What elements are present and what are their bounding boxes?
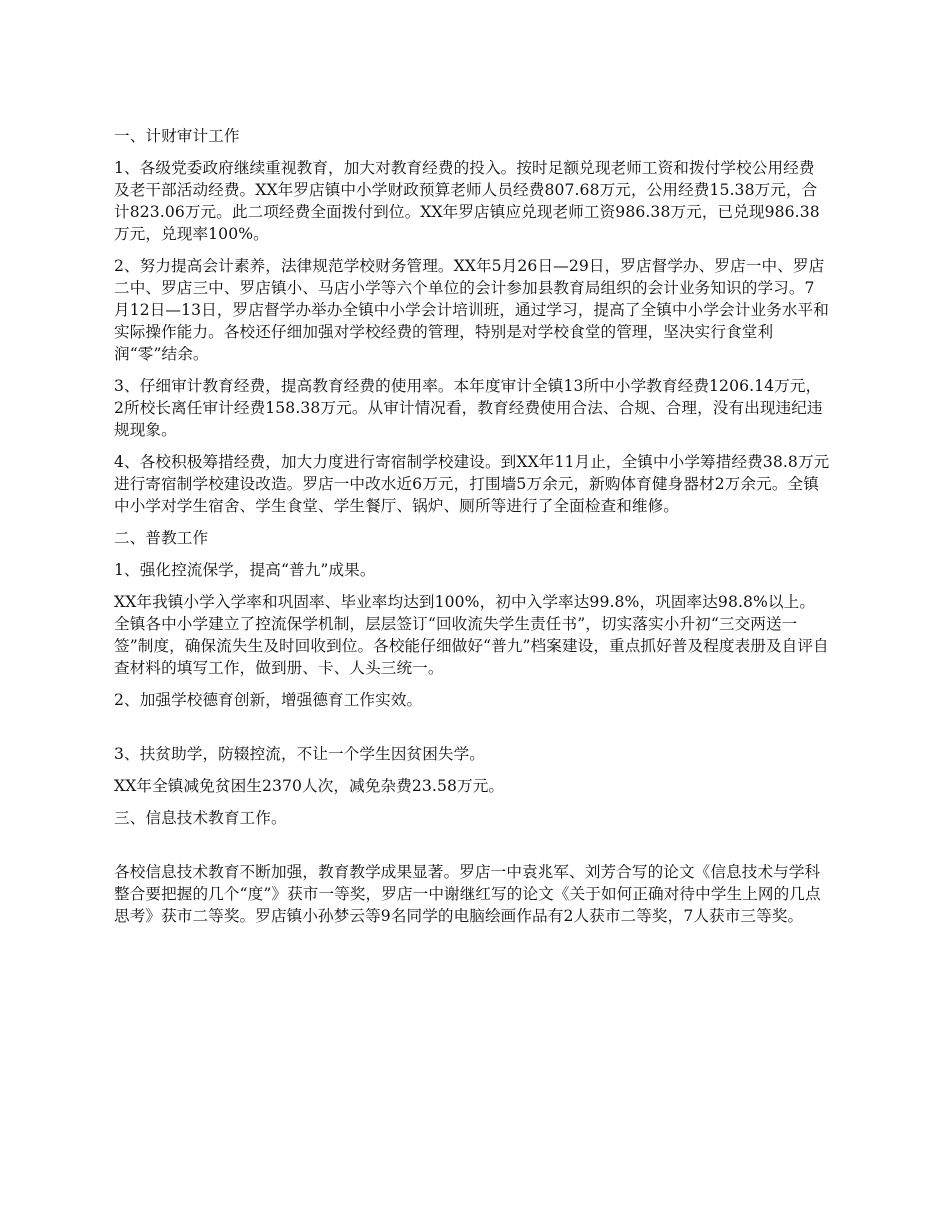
section-heading-finance-audit: 一、计财审计工作: [114, 127, 240, 145]
paragraph-accounting-management: 2、努力提高会计素养，法律规范学校财务管理。XX年5月26日—29日，罗店督学办、罗店一中、罗店二中、罗店三中、罗店镇小、马店小学等六个单位的会计参加县教育局组织的会计业务知识的学习。7月12日—13日，罗店督学办举办全镇中小学会计培训班，通过学习，提高了全镇中小学会计业务水平和实际操作能力。各校还仔细加强对学校经费的管理，特别是对学校食堂的管理，坚决实行食堂利润“零”结余。: [114, 257, 829, 363]
paragraph-audit-funding: 3、仔细审计教育经费，提高教育经费的使用率。本年度审计全镇13所中小学教育经费1206.14万元，2所校长离任审计经费158.38万元。从审计情况看，教育经费使用合法、合规、合理，没有出现违纪违规现象。: [114, 377, 823, 439]
paragraph-moral-education: 2、加强学校德育创新，增强德育工作实效。: [114, 691, 423, 709]
paragraph-control-dropout-heading: 1、强化控流保学，提高“普九”成果。: [114, 561, 376, 579]
paragraph-poverty-aid-heading: 3、扶贫助学，防辍控流，不让一个学生因贫困失学。: [114, 745, 485, 763]
paragraph-enrollment-rates: XX年我镇小学入学率和巩固率、毕业率均达到100%，初中入学率达99.8%，巩固率达98.8%以上。全镇各中小学建立了控流保学机制，层层签订“回收流失学生责任书”，切实落实小升初“三交两送一签”制度，确保流失生及时回收到位。各校能仔细做好“普九”档案建设，重点抓好普及程度表册及自评自查材料的填写工作，做到册、卡、人头三统一。: [114, 593, 829, 677]
section-heading-general-education: 二、普教工作: [114, 529, 209, 547]
paragraph-it-achievements: 各校信息技术教育不断加强，教育教学成果显著。罗店一中袁兆军、刘芳合写的论文《信息技术与学科整合要把握的几个“度”》获市一等奖，罗店一中谢继红写的论文《关于如何正确对待中学生上网的几点思考》获市二等奖。罗店镇小孙梦云等9名同学的电脑绘画作品有2人获市二等奖，7人获市三等奖。: [114, 863, 821, 925]
blank-space: [114, 721, 830, 743]
blank-space: [114, 839, 830, 861]
section-heading-information-technology: 三、信息技术教育工作。: [114, 809, 287, 827]
paragraph-fee-reduction: XX年全镇减免贫困生2370人次，减免杂费23.58万元。: [114, 777, 505, 795]
document-body: [114, 125, 830, 937]
paragraph-boarding-school-construction: 4、各校积极筹措经费，加大力度进行寄宿制学校建设。到XX年11月止，全镇中小学筹措经费38.8万元进行寄宿制学校建设改造。罗店一中改水近6万元，打围墙5万余元，新购体育健身器材2万余元。全镇中小学对学生宿舍、学生食堂、学生餐厅、锅炉、厕所等进行了全面检查和维修。: [114, 453, 830, 515]
paragraph-education-funding: 1、各级党委政府继续重视教育，加大对教育经费的投入。按时足额兑现老师工资和拨付学校公用经费及老干部活动经费。XX年罗店镇中小学财政预算老师人员经费807.68万元，公用经费15.38万元，合计823.06万元。此二项经费全面拨付到位。XX年罗店镇应兑现老师工资986.38万元，已兑现986.38万元，兑现率100%。: [114, 159, 820, 243]
